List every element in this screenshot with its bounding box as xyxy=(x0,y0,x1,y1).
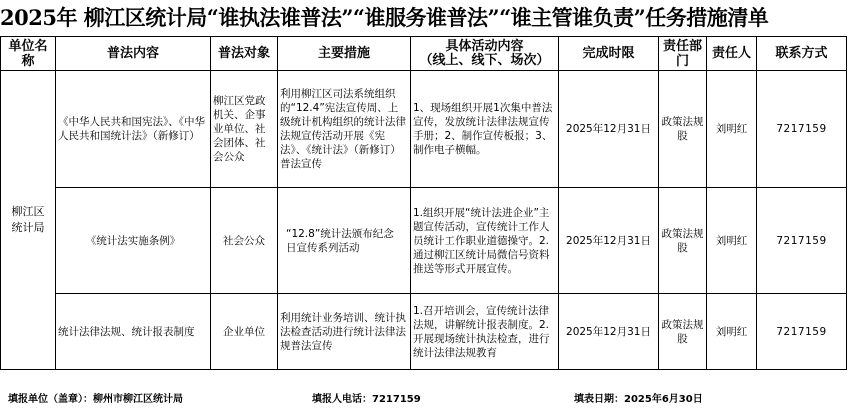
unit-name-cell: 柳江区统计局 xyxy=(1,71,56,370)
dept-cell: 政策法规股 xyxy=(659,294,707,370)
content-cell: 统计法律法规、统计报表制度 xyxy=(56,294,211,370)
document-title: 2025年 柳江区统计局“谁执法谁普法”“谁服务谁普法”“谁主管谁负责”任务措施清单 xyxy=(0,5,769,30)
activities-cell: 1、现场组织开展1次集中普法宣传，发放统计法律法规宣传手册；2、制作宣传板报；3、制作电子横幅。 xyxy=(411,71,559,188)
activities-cell: 1.组织开展“统计法进企业”主题宣传活动，宣传统计工作人员统计工作职业道德操守。2.通过柳江区统计局微信号资料推送等形式开展宣传。 xyxy=(411,188,559,294)
task-table xyxy=(0,36,847,370)
header-content: 普法内容 xyxy=(56,37,211,71)
target-cell: 社会公众 xyxy=(211,188,278,294)
header-person: 责任人 xyxy=(707,37,757,71)
deadline-cell: 2025年12月31日 xyxy=(559,71,659,188)
target-cell: 柳江区党政机关、企事业单位、社会团体、社会公众 xyxy=(211,71,278,188)
deadline-cell: 2025年12月31日 xyxy=(559,294,659,370)
table-row xyxy=(1,71,847,188)
person-cell: 刘明红 xyxy=(707,188,757,294)
dept-cell: 政策法规股 xyxy=(659,71,707,188)
contact-cell: 7217159 xyxy=(757,188,847,294)
footer-unit: 填报单位（盖章）：柳州市柳江区统计局 xyxy=(8,394,183,405)
person-cell: 刘明红 xyxy=(707,71,757,188)
header-dept: 责任部门 xyxy=(659,37,707,71)
person-cell: 刘明红 xyxy=(707,294,757,370)
header-target: 普法对象 xyxy=(211,37,278,71)
header-contact: 联系方式 xyxy=(757,37,847,71)
target-cell: 企业单位 xyxy=(211,294,278,370)
footer-phone: 填报人电话：7217159 xyxy=(312,394,421,405)
content-cell: 《统计法实施条例》 xyxy=(56,188,211,294)
content-cell: 《中华人民共和国宪法》、《中华人民共和国统计法》（新修订） xyxy=(56,71,211,188)
dept-cell: 政策法规股 xyxy=(659,188,707,294)
header-measures: 主要措施 xyxy=(278,37,411,71)
header-deadline: 完成时限 xyxy=(559,37,659,71)
measures-cell: 利用统计业务培训、统计执法检查活动进行统计法律法规普法宣传 xyxy=(278,294,411,370)
contact-cell: 7217159 xyxy=(757,294,847,370)
measures-cell: 利用柳江区司法系统组织的“12.4”宪法宣传周、上级统计机构组织的统计法律法规宣传活动开展《宪法》、《统计法》（新修订）普法宣传 xyxy=(278,71,411,188)
table-row xyxy=(1,294,847,370)
table-row xyxy=(1,188,847,294)
activities-cell: 1.召开培训会，宣传统计法律法规，讲解统计报表制度。2.开展现场统计执法检查，进行统计法律法规教育 xyxy=(411,294,559,370)
footer-date: 填表日期：2025年6月30日 xyxy=(574,394,703,405)
contact-cell: 7217159 xyxy=(757,71,847,188)
deadline-cell: 2025年12月31日 xyxy=(559,188,659,294)
measures-cell: “12.8”统计法颁布纪念日宣传系列活动 xyxy=(278,188,411,294)
header-row xyxy=(1,37,847,71)
header-unit: 单位名称 xyxy=(1,37,56,71)
header-activities: 具体活动内容 （线上、线下、场次） xyxy=(411,37,559,71)
